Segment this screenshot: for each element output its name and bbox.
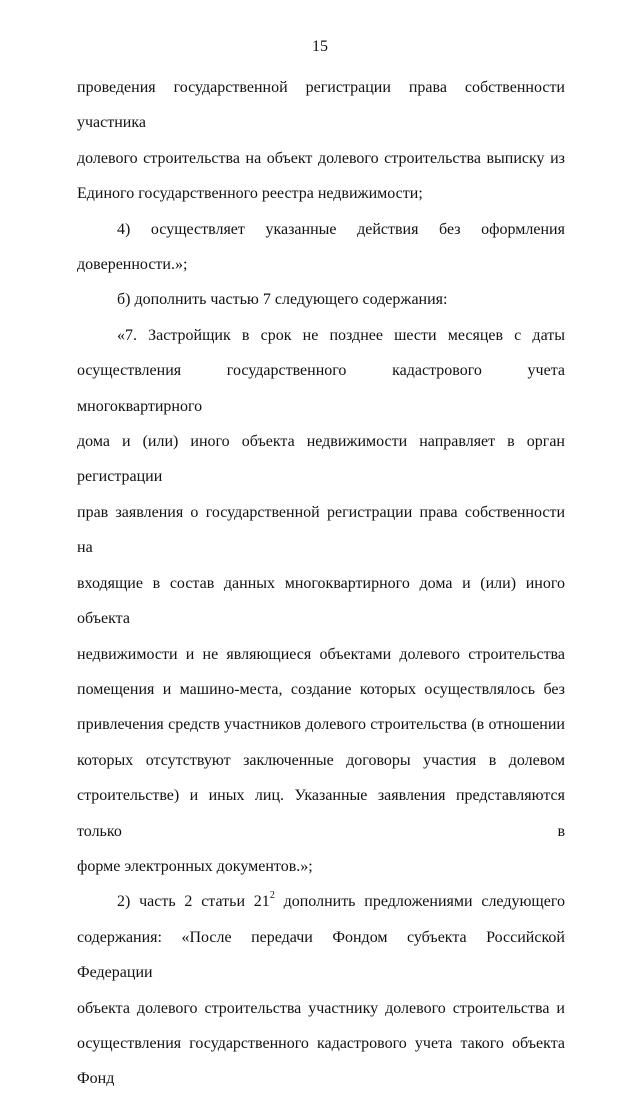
text-line: долевого строительства на объект долевого строительства выписку из [77, 149, 565, 167]
text-line: Единого государственного реестра недвижимости; [77, 185, 423, 203]
text-line: объекта долевого строительства участнику долевого строительства и [77, 999, 565, 1017]
document-body [77, 70, 565, 1097]
text-line: форме электронных документов.»; [77, 857, 313, 875]
text-line: содержания: «После передачи Фондом субъекта Российской Федерации [77, 928, 565, 982]
text-line: «7. Застройщик в срок не позднее шести месяцев с даты [117, 326, 565, 344]
text-line: помещения и машино-места, создание которых осуществлялось без [77, 680, 565, 698]
list-item-4 [77, 212, 565, 283]
item4-word: 4) [117, 220, 131, 238]
text-line: дома и (или) иного объекта недвижимости направляет в орган регистрации [77, 433, 565, 486]
text-line [77, 884, 565, 919]
text-line: которых отсутствуют заключенные договоры участия в долевом [77, 751, 565, 769]
item4-word: осуществляет [150, 220, 245, 238]
paragraph-continuation [77, 70, 565, 212]
text-line: прав заявления о государственной регистрации права собственности на [77, 503, 565, 557]
text-line: привлечения средств участников долевого строительства (в отношении [77, 716, 565, 734]
text-line: строительстве) и иных лиц. Указанные заявления представляются только в [77, 787, 565, 840]
paragraph-part-2 [77, 884, 565, 1096]
text-line: осуществления государственного кадастрового учета многоквартирного [77, 362, 565, 415]
text-line: доверенности.»; [77, 256, 188, 274]
part2-suffix: дополнить предложениями следующего [274, 893, 565, 911]
page-number: 15 [312, 38, 328, 55]
text-line: недвижимости и не являющиеся объектами долевого строительства [77, 645, 565, 663]
article-superscript: 2 [269, 890, 275, 902]
item4-word: указанные [265, 220, 337, 238]
part2-prefix: 2) часть 2 статьи 21 [117, 893, 270, 911]
text-line: входящие в состав данных многоквартирного дома и (или) иного объекта [77, 574, 565, 628]
item4-word: без [439, 220, 461, 238]
text-line: осуществления государственного кадастрового учета такого объекта Фонд [77, 1034, 565, 1088]
item4-line [77, 212, 565, 247]
item4-word: оформления [481, 220, 565, 238]
text-line: проведения государственной регистрации права собственности участника [77, 79, 565, 132]
item4-word: действия [357, 220, 419, 238]
paragraph-b: б) дополнить частью 7 следующего содержания: [117, 291, 448, 309]
paragraph-part-7 [77, 318, 565, 885]
